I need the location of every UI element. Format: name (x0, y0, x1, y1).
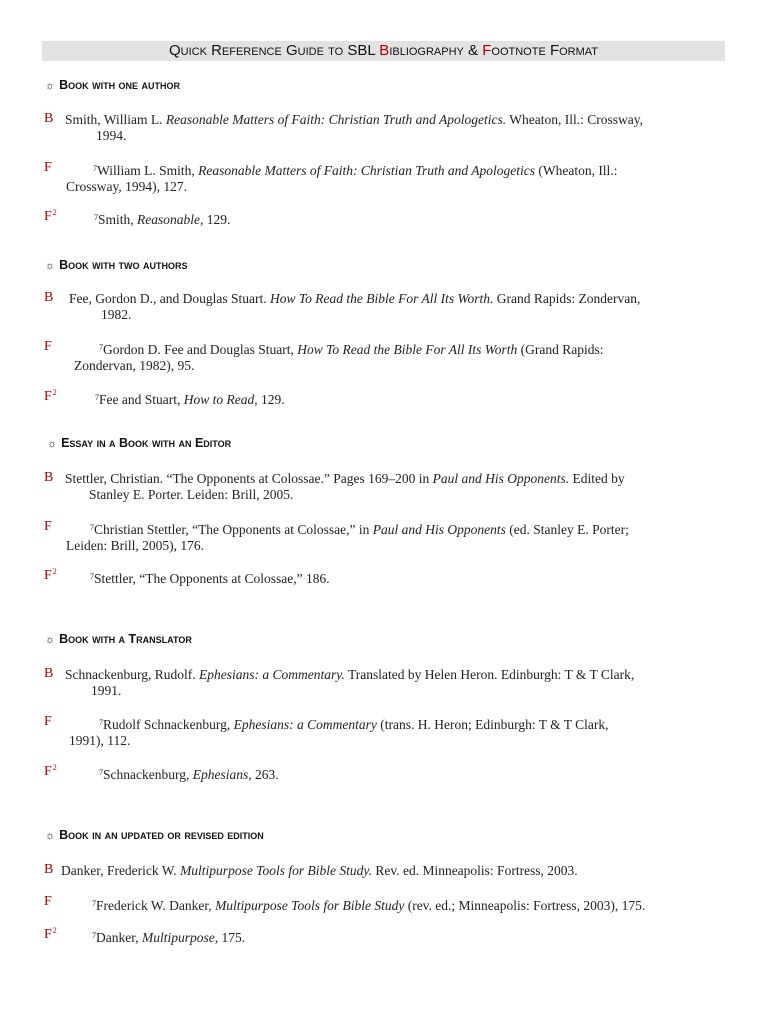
short-footnote-marker: $F^2$ (44, 567, 57, 583)
section-heading-text: Book with a Translator (59, 632, 192, 646)
bibliography-entry: Smith, William L. Reasonable Matters of Faith: Christian Truth and Apologetics. Wheaton, Ill.: Crossway, 1994. (65, 112, 643, 143)
bibliography-marker: B (44, 862, 54, 877)
section-heading-text: Book in an updated or revised edition (59, 828, 264, 842)
footnote-entry: $^7$Rudolf Schnackenburg, Ephesians: a Commentary (trans. H. Heron; Edinburgh: T & T Clark, 1991), 112. (69, 717, 609, 748)
short-footnote-marker: $F^2$ (44, 763, 57, 779)
footnote-marker: F (44, 894, 52, 909)
section-heading (45, 828, 264, 842)
bibliography-entry: Fee, Gordon D., and Douglas Stuart. How To Read the Bible For All Its Worth. Grand Rapids: Zondervan, 1982. (69, 291, 641, 322)
short-footnote-entry: $^7$Fee and Stuart, How to Read, 129. (95, 392, 285, 407)
footnote-entry: $^7$William L. Smith, Reasonable Matters of Faith: Christian Truth and Apologetics (Wheaton, Ill.: Crossway, 1994), 127. (66, 163, 618, 194)
title-part: ibliography & (389, 42, 483, 59)
title-part: ootnote Format (491, 42, 599, 59)
bullet-icon: ☼ (45, 80, 56, 92)
short-footnote-entry: $^7$Stettler, “The Opponents at Colossae,” 186. (90, 571, 330, 586)
footnote-marker: F (44, 339, 52, 354)
bullet-icon: ☼ (47, 438, 58, 450)
bullet-icon: ☼ (45, 634, 56, 646)
footnote-marker: F (44, 714, 52, 729)
bibliography-marker: B (44, 111, 54, 126)
section-heading (45, 78, 180, 92)
short-footnote-entry: $^7$Danker, Multipurpose, 175. (92, 930, 246, 945)
short-footnote-entry: $^7$Smith, Reasonable, 129. (94, 212, 231, 227)
bullet-icon: ☼ (45, 830, 56, 842)
section-heading-text: Essay in a Book with an Editor (61, 436, 232, 450)
page-title (42, 41, 725, 61)
section-heading-text: Book with two authors (59, 258, 188, 272)
short-footnote-marker: $F^2$ (44, 388, 57, 404)
footnote-marker: F (44, 160, 52, 175)
section-heading (45, 258, 188, 272)
section-heading-text: Book with one author (59, 78, 181, 92)
footnote-entry: $^7$Frederick W. Danker, Multipurpose Tools for Bible Study (rev. ed.; Minneapolis: Fortress, 2003), 175. (92, 898, 646, 913)
footnote-entry: $^7$Christian Stettler, “The Opponents at Colossae,” in Paul and His Opponents (ed. Stanley E. Porter; Leiden: Brill, 2005), 176. (66, 522, 629, 553)
title-red-letter: B (379, 42, 390, 59)
footnote-entry: $^7$Gordon D. Fee and Douglas Stuart, How To Read the Bible For All Its Worth (Grand Rapids: Zondervan, 1982), 95. (74, 342, 604, 373)
short-footnote-marker: $F^2$ (44, 208, 57, 224)
short-footnote-marker: $F^2$ (44, 926, 57, 942)
title-red-letter: F (482, 42, 492, 59)
footnote-marker: F (44, 519, 52, 534)
bibliography-entry: Danker, Frederick W. Multipurpose Tools for Bible Study. Rev. ed. Minneapolis: Fortress, 2003. (61, 863, 578, 878)
bibliography-marker: B (44, 666, 54, 681)
bibliography-marker: B (44, 290, 54, 305)
bibliography-entry: Stettler, Christian. “The Opponents at Colossae.” Pages 169–200 in Paul and His Opponents. Edited by Stanley E. Porter. Leiden: Brill, 2005. (65, 471, 625, 502)
bibliography-entry: Schnackenburg, Rudolf. Ephesians: a Commentary. Translated by Helen Heron. Edinburgh: T & T Clark, 1991. (65, 667, 635, 698)
bibliography-marker: B (44, 470, 54, 485)
bullet-icon: ☼ (45, 260, 56, 272)
section-heading (45, 632, 192, 646)
short-footnote-entry: $^7$Schnackenburg, Ephesians, 263. (99, 767, 279, 782)
section-heading (47, 436, 231, 450)
title-part: Quick Reference Guide to SBL (168, 42, 380, 59)
